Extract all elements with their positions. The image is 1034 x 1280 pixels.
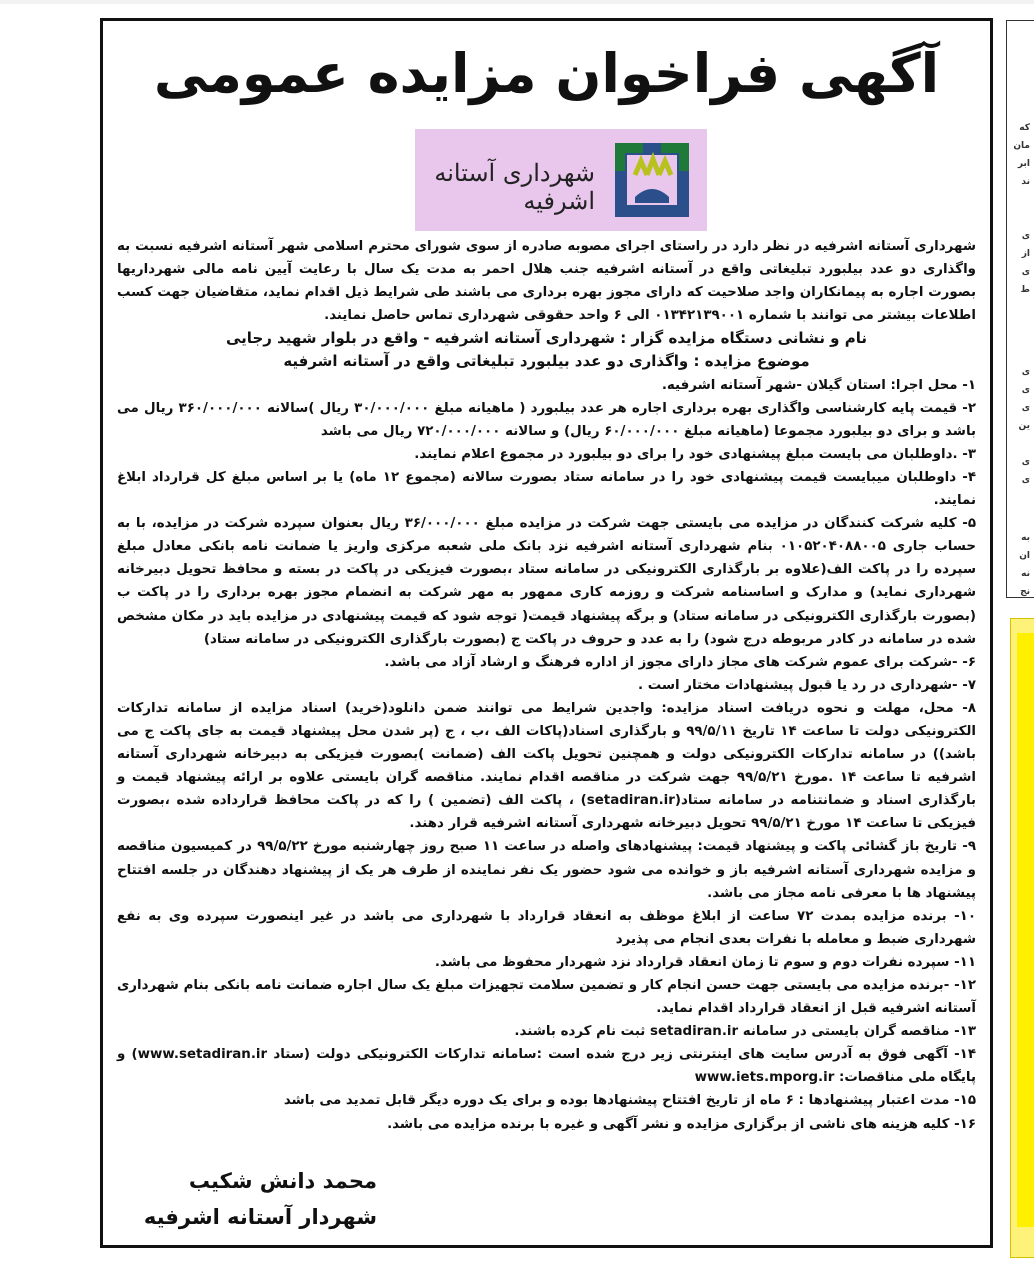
side-fragment: ی (1021, 267, 1030, 277)
signature-role: شهردار آستانه اشرفیه (143, 1205, 377, 1229)
side-fragment: مان (1013, 141, 1030, 151)
side-fragment: ین (1018, 421, 1030, 431)
side-fragment: نج (1020, 587, 1030, 597)
side-fragment: ی (1021, 385, 1030, 395)
condition-item-13: ۱۳- مناقصه گران بایستی در سامانه setadiran.ir ثبت نام کرده باشند. (514, 1024, 976, 1040)
side-fragment: از (1021, 249, 1030, 259)
organizer-line: نام و نشانی دستگاه مزایده گزار : شهرداری آستانه اشرفیه - واقع در بلوار شهید رجایی (226, 329, 867, 348)
condition-item-10: ۱۰- برنده مزایده بمدت ۷۲ ساعت از ابلاغ موظف به انعقاد قرارداد با شهرداری می باشد در غیر اینصورت سپرده وی به نفع شهرداری ضبط و معامله با نفرات بعدی انجام می پذیرد (117, 908, 976, 947)
side-fragment: ی (1021, 403, 1030, 413)
auction-notice (100, 18, 993, 1248)
notice-content (117, 29, 976, 1237)
condition-item-7: ۷- -شهرداری در رد یا قبول پیشنهادات مختار است . (637, 677, 976, 693)
condition-item-11: ۱۱- سپرده نفرات دوم و سوم تا زمان انعقاد قرارداد نزد شهردار محفوظ می باشد. (434, 954, 976, 970)
notice-body (117, 235, 976, 1136)
logo-text: شهرداری آستانه اشرفیه (434, 159, 595, 215)
condition-item-9: ۹- تاریخ باز گشائی پاکت و پیشنهاد قیمت: پیشنهادهای واصله در ساعت ۱۱ صبح روز چهارشنبه مورخ ۹۹/۵/۲۲ در کمیسیون مناقصه و مزایده شهرداری آستانه اشرفیه باز و خوانده می شود حضور یک نفر نماینده از طرف هر یک از پیشنهاد دهندگان در جلسه افتتاح پیشنهاد ها با معرفی نامه مجاز می باشد. (117, 839, 976, 901)
side-fragment: ی (1021, 475, 1030, 485)
yellow-ad-fill (1017, 633, 1034, 1227)
condition-item-12: ۱۲- -برنده مزایده می بایستی جهت حسن انجام کار و تضمین سلامت تجهیزات مبلغ یک سال اجاره ضمانت نامه بانکی بنام شهرداری آستانه اشرفیه قبل از انعقاد قرارداد اقدام نماید. (117, 978, 976, 1017)
side-fragment: که (1019, 123, 1030, 133)
subject-line: موضوع مزایده : واگذاری دو عدد بیلبورد تبلیغاتی واقع در آستانه اشرفیه (283, 352, 810, 371)
side-fragment: ی (1021, 457, 1030, 467)
condition-item-3: ۳- .داوطلبان می بایست مبلغ پیشنهادی خود را برای دو بیلبورد در مجموع اعلام نمایند. (414, 446, 976, 462)
condition-item-14: ۱۴- آگهی فوق به آدرس سایت های اینترنتی زیر درج شده است :سامانه تدارکات الکترونیکی دولت (ستاد www.setadiran.ir) و پایگاه ملی مناقصات: www.iets.mporg.ir (117, 1047, 976, 1086)
municipality-logo (415, 129, 707, 231)
condition-item-5: ۵- کلیه شرکت کنندگان در مزایده می بایستی جهت شرکت در مزایده مبلغ ۳۶/۰۰۰/۰۰۰ ریال بعنوان سپرده شرکت در مزایده، با به حساب جاری ۰۱۰۵۲۰۴۰۸۸۰۰۵ بنام شهرداری آستانه اشرفیه نزد بانک ملی شعبه مرکزی واریز یا ضمانت نامه بانکی معادل مبلغ سپرده را در پاکت الف(علاوه بر بارگذاری الکترونیکی در سامانه ستاد ،بصورت فیزیکی در پاکت در بسته و محافظ تحویل دبیرخانه شهرداری نماید) و مدارک و اساسنامه شرکت و روزمه کاری ممهور به مهر شرکت به انضمام مجوز بهره برداری را در پاکت ب (بصورت بارگذاری الکترونیکی در سامانه ستاد) و برگه پیشنهاد قیمت( توجه شود که قیمت پیشنهادی در مزایده باید در مکان مشخص شده در سامانه در کادر مربوطه درج شود) را به عدد و حروف در پاکت ج (بصورت بارگذاری الکترونیکی در سامانه ستاد) (117, 516, 976, 647)
side-fragment: ابر (1017, 159, 1030, 169)
condition-item-2: ۲- قیمت پایه کارشناسی واگذاری بهره برداری اجاره هر عدد بیلبورد ( ماهیانه مبلغ ۳۰/۰۰۰/۰۰۰ ریال )سالانه ۳۶۰/۰۰۰/۰۰۰ ریال می باشد و برای دو بیلبورد مجموعا (ماهیانه مبلغ ۶۰/۰۰۰/۰۰۰ ریال) و سالانه ۷۲۰/۰۰۰/۰۰۰ ریال می باشد (117, 400, 976, 439)
side-fragment: ی (1021, 367, 1030, 377)
condition-item-6: ۶- -شرکت برای عموم شرکت های مجاز دارای مجوز از اداره فرهنگ و ارشاد آزاد می باشد. (384, 654, 976, 670)
side-fragment: ی (1021, 231, 1030, 241)
adjacent-yellow-ad (1010, 618, 1034, 1258)
condition-item-8: ۸- محل، مهلت و نحوه دریافت اسناد مزایده: واجدین شرایط می توانند ضمن دانلود(خرید) اسناد مزایده از سامانه تدارکات الکترونیکی دولت تا ساعت ۱۴ تاریخ ۹۹/۵/۱۱ و بارگذاری اسناد(پاکات الف ،ب ، ج (پر شدن محل پیشنهاد قیمت به جای پاکت ج می باشد)) در سامانه تدارکات الکترونیکی دولت و همچنین تحویل پاکت الف (ضمانت )بصورت فیزیکی به دبیرخانه شهرداری آستانه اشرفیه تا ساعت ۱۴ .مورخ ۹۹/۵/۲۱ جهت شرکت در مناقصه اقدام نمایند. مناقصه گران بایستی علاوه بر ارائه پیشنهاد قیمت و بارگذاری اسناد و ضمانتنامه در سامانه ستاد(setadiran.ir) ، پاکت الف (تضمین ) را که در پاکت محافظ قرارداده شده ،بصورت فیزیکی تا ساعت ۱۴ مورخ ۹۹/۵/۲۱ تحویل دبیرخانه شهرداری آستانه اشرفیه قرار دهند. (117, 700, 976, 832)
condition-item-4: ۴- داوطلبان میبایست قیمت پیشنهادی خود را در سامانه ستاد بصورت سالانه (مجموع ۱۲ ماه) یا بر اساس مبلغ کل قرارداد ابلاغ نمایند. (117, 469, 976, 509)
signature-block (117, 1163, 377, 1235)
side-fragment: نه (1021, 569, 1030, 579)
intro-paragraph: شهرداری آستانه اشرفیه در نظر دارد در راستای اجرای مصوبه صادره از سوی شورای محترم اسلامی شهر آستانه اشرفیه نسبت به واگذاری دو عدد بیلبورد تبلیغاتی واقع در آستانه اشرفیه جنب هلال احمر به مدت یک سال با رعایت آیین نامه مالی شهرداریها بصورت اجاره به پیمانکاران واجد صلاحیت که دارای مجوز بهره برداری می باشند طی شرایط ذیل اقدام نماید، متقاضیان جهت کسب اطلاعات بیشتر می توانند با شماره ۰۱۳۴۲۱۳۹۰۰۱ الی ۶ واحد حقوقی شهرداری تماس حاصل نمایند. (117, 239, 976, 324)
condition-item-1: ۱- محل اجرا: استان گیلان -شهر آستانه اشرفیه. (661, 377, 976, 393)
side-fragment: ط (1020, 285, 1030, 295)
side-fragment: ند (1021, 177, 1030, 187)
condition-item-16: ۱۶- کلیه هزینه های ناشی از برگزاری مزایده و نشر آگهی و غیره با برنده مزایده می باشد. (387, 1116, 976, 1132)
notice-title: آگهی فراخوان مزایده عمومی (153, 42, 940, 105)
side-fragment: به (1021, 533, 1030, 543)
adjacent-column-fragment (1006, 20, 1034, 598)
condition-item-15: ۱۵- مدت اعتبار پیشنهادها : ۶ ماه از تاریخ افتتاح پیشنهادها بوده و برای یک دوره دیگر قابل تمدید می باشد (283, 1093, 976, 1109)
page-top-edge (0, 0, 1034, 4)
municipality-logo-icon (613, 141, 691, 219)
signature-name: محمد دانش شکیب (188, 1169, 377, 1193)
side-fragment: ان (1019, 551, 1030, 561)
